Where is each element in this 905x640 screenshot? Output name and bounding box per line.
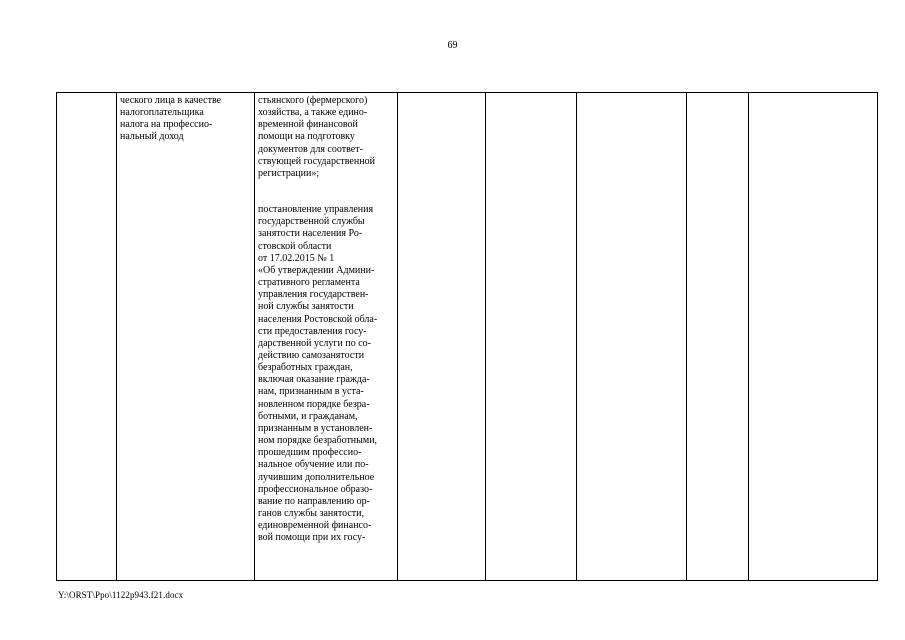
document-table: [56, 92, 878, 581]
text-line: от 17.02.2015 № 1: [258, 252, 335, 264]
text-line: постановление управления: [258, 204, 374, 216]
table-cell-category: [117, 93, 255, 581]
text-line: ствующей государственной: [258, 155, 375, 167]
paragraph-gap: [258, 180, 394, 204]
text-line: ной службы занятости: [258, 301, 354, 313]
text-line: новленном порядке безра-: [258, 398, 370, 410]
text-line: единовременной финансо-: [258, 520, 372, 532]
table-cell-empty-4: [398, 93, 486, 581]
text-line: профессиональное образо-: [258, 483, 373, 495]
text-line: населения Ростовской обла-: [258, 313, 378, 325]
text-line: включая оказание гражда-: [258, 374, 370, 386]
text-line: стовской области: [258, 240, 332, 252]
text-line: налогоплательщика: [120, 107, 204, 119]
text-line: ческого лица в качестве: [120, 95, 222, 106]
category-text: [120, 95, 251, 144]
text-line: стративного регламента: [258, 277, 360, 289]
text-line: сти предоставления госу-: [258, 325, 367, 337]
text-line: регистрации»;: [258, 167, 320, 179]
legal-basis-text-part-1: [258, 95, 394, 180]
text-line: стьянского (фермерского): [258, 95, 368, 106]
text-line: помощи на подготовку: [258, 131, 355, 143]
text-line: действию самозанятости: [258, 349, 365, 361]
table-row: [57, 93, 878, 581]
text-line: управления государствен-: [258, 289, 369, 301]
text-line: налога на профессио-: [120, 119, 213, 131]
text-line: временной финансовой: [258, 119, 358, 131]
table-cell-empty-7: [687, 93, 749, 581]
text-line: безработных граждан,: [258, 362, 353, 374]
text-line: государственной службы: [258, 216, 365, 228]
text-line: документов для соответ-: [258, 143, 363, 155]
text-line: ганов службы занятости,: [258, 508, 364, 519]
text-line: нам, признанным в уста-: [258, 386, 364, 398]
table-cell-legal-basis: [255, 93, 398, 581]
text-line: дарственной услуги по со-: [258, 337, 371, 349]
legal-basis-text-part-2: [258, 204, 394, 544]
text-line: лучившим дополнительное: [258, 471, 375, 483]
text-line: ном порядке безработными,: [258, 435, 378, 447]
text-line: ботными, и гражданам,: [258, 410, 358, 422]
text-line: занятости населения Ро-: [258, 228, 363, 240]
footer-file-path: Y:\ORST\Ppo\1122p943.f21.docx: [58, 590, 184, 600]
text-line: нальное обучение или по-: [258, 459, 369, 471]
table-cell-empty-5: [486, 93, 577, 581]
text-line: признанным в установлен-: [258, 422, 373, 434]
page-number: 69: [447, 40, 458, 51]
text-line: вой помощи при их госу-: [258, 532, 366, 544]
text-line: «Об утверждении Админи-: [258, 264, 375, 276]
text-line: прошедшим профессио-: [258, 447, 362, 459]
text-line: нальный доход: [120, 131, 184, 143]
table-cell-empty-8: [749, 93, 878, 581]
text-line: хозяйства, а также едино-: [258, 107, 368, 119]
table-cell-empty-6: [577, 93, 687, 581]
text-line: вание по направлению ор-: [258, 495, 370, 507]
table-cell-number: [57, 93, 117, 581]
